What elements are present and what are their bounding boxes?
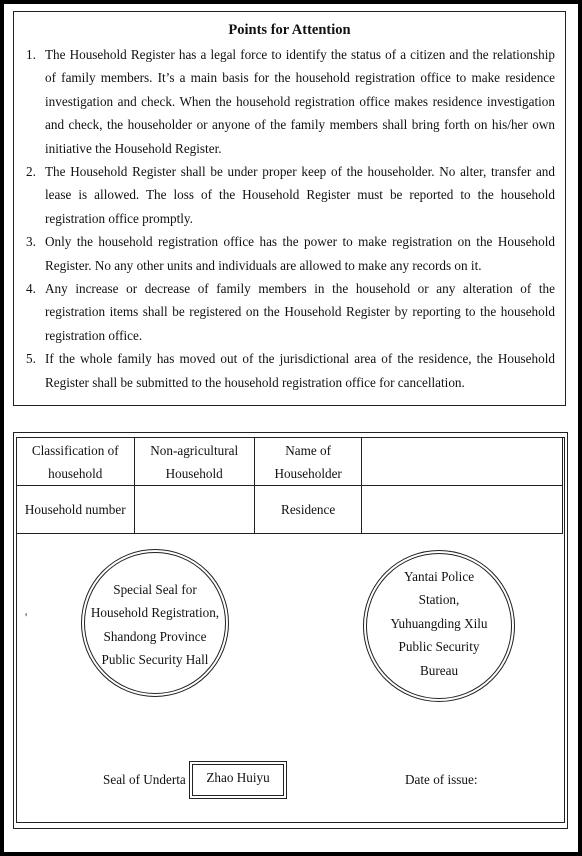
household-card-inner xyxy=(16,437,565,823)
notice-item: 2. The Household Register shall be under proper keep of the householder. No alter, transfer and lease is allowed. The loss of the Household Register must be reported to the household registration office promptly. xyxy=(26,164,555,226)
undertaker-label: Seal of Underta xyxy=(103,772,186,787)
residence-value xyxy=(362,486,563,534)
household-card xyxy=(13,432,568,829)
notice-item: 5. If the whole family has moved out of the jurisdictional area of the residence, the Household Register shall be submitted to the household registration office for cancellation. xyxy=(26,351,555,390)
notice-item-text: Only the household registration office has the power to make registration on the Household Register. No any other units and individuals are allowed to make any records on it. xyxy=(45,234,555,273)
notice-list xyxy=(24,43,555,394)
notice-title: Points for Attention xyxy=(228,22,351,38)
household-number-label: Household number xyxy=(17,486,135,534)
stray-mark: ' xyxy=(25,610,28,624)
residence-label: Residence xyxy=(254,486,362,534)
police-station-seal xyxy=(363,550,515,702)
householder-label: Name of Householder xyxy=(254,438,362,486)
undertaker-name: Zhao Huiyu xyxy=(206,770,270,785)
seal-text: Yantai Police Station, Yuhuangding Xilu Public Security Bureau xyxy=(390,569,488,678)
undertaker-name-stamp xyxy=(189,761,287,799)
notice-item-text: The Household Register shall be under proper keep of the householder. No alter, transfer and lease is allowed. The loss of the Household Register must be reported to the household registration office promptly. xyxy=(45,164,555,226)
notice-item: 3. Only the household registration office has the power to make registration on the Household Register. No any other units and individuals are allowed to make any records on it. xyxy=(26,234,555,273)
register-page xyxy=(4,4,578,852)
notice-item: 4. Any increase or decrease of family members in the household or any alteration of the registration items shall be registered on the Household Register by reporting to the household registration office. xyxy=(26,281,555,343)
points-for-attention xyxy=(13,11,566,406)
classification-value: Non-agricultural Household xyxy=(134,438,254,486)
seal-text: Special Seal for Household Registration, Shandong Province Public Security Hall xyxy=(90,582,220,668)
household-info-table xyxy=(16,437,563,534)
notice-item: 1. The Household Register has a legal force to identify the status of a citizen and the relationship of family members. It’s a main basis for the household registration office to make residence investigation and check. When the household registration office makes residence investigation and check, the householder or anyone of the family members shall bring forth on his/her own initiative the Household Register. xyxy=(26,47,555,156)
notice-item-text: Any increase or decrease of family members in the household or any alteration of the registration items shall be registered on the Household Register by reporting to the household registration office. xyxy=(45,281,555,343)
notice-item-text: If the whole family has moved out of the jurisdictional area of the residence, the Household Register shall be submitted to the household registration office for cancellation. xyxy=(45,351,555,390)
provincial-registration-seal xyxy=(81,549,229,697)
classification-label: Classification of household xyxy=(17,438,135,486)
household-number-value xyxy=(134,486,254,534)
date-of-issue-label: Date of issue: xyxy=(405,772,478,787)
notice-item-text: The Household Register has a legal force to identify the status of a citizen and the relationship of family members. It’s a main basis for the household registration office to make residence investigation and check. When the household registration office makes residence investigation and check, the householder or anyone of the family members shall bring forth on his/her own initiative the Household Register. xyxy=(45,47,555,156)
householder-value xyxy=(362,438,563,486)
